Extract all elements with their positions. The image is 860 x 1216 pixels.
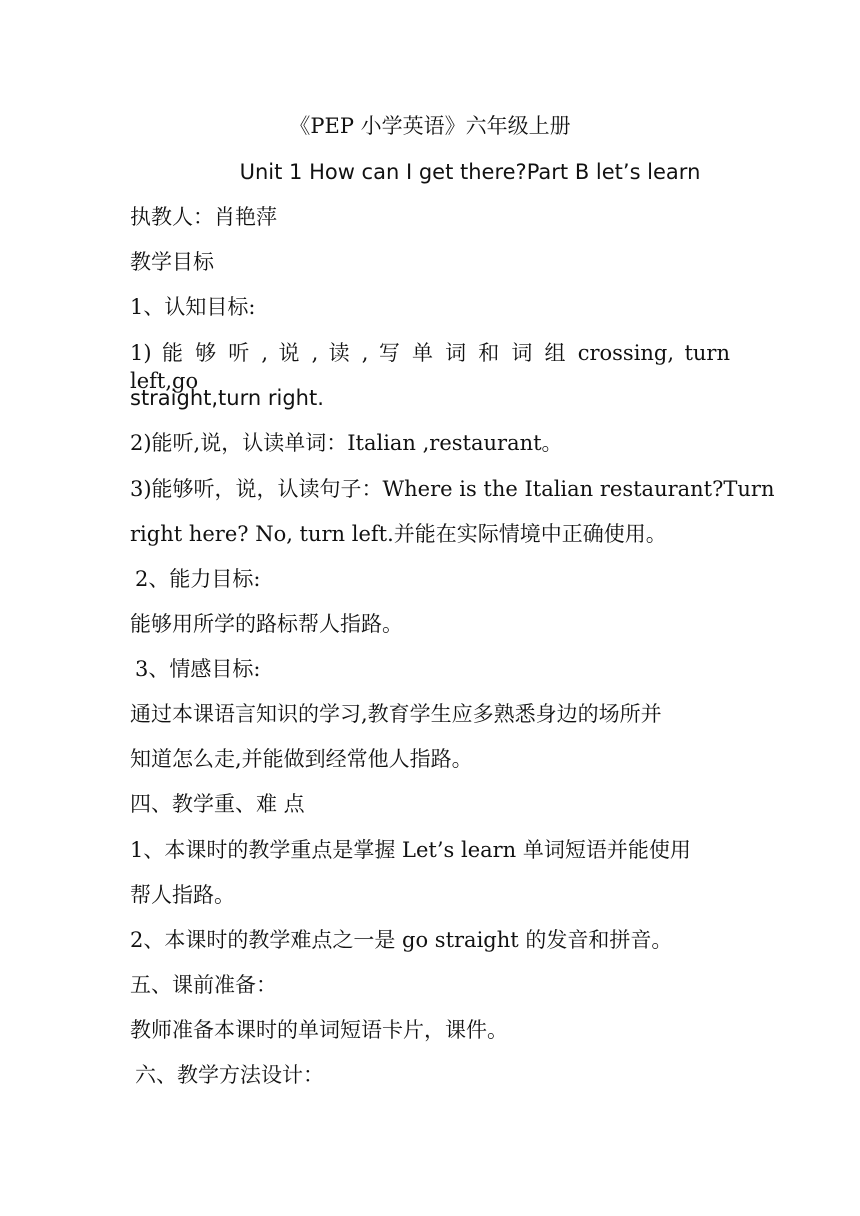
paragraph-line: straight,turn right. — [130, 386, 324, 410]
subheading-cognitive: 1、认知目标: — [130, 295, 256, 319]
section-heading-preparation: 五、课前准备： — [130, 973, 277, 997]
paragraph-line: 3)能够听，说，认读句子：Where is the Italian restaurant?Turn — [130, 477, 775, 501]
paragraph-line: 1) 能 够 听 , 说 , 读 , 写 单 词 和 词 组 crossing, turn left,go — [130, 341, 730, 393]
paragraph-line: 2、本课时的教学难点之一是 go straight 的发音和拼音。 — [130, 928, 673, 952]
paragraph-line: 通过本课语言知识的学习,教育学生应多熟悉身边的场所并 — [130, 702, 662, 726]
document-subtitle: Unit 1 How can I get there?Part B let’s learn — [239, 160, 701, 184]
paragraph-line: 1、本课时的教学重点是掌握 Let’s learn 单词短语并能使用 — [130, 838, 691, 862]
paragraph-line: 能够用所学的路标帮人指路。 — [130, 612, 403, 636]
section-heading-key-points: 四、教学重、难 点 — [130, 792, 305, 816]
subheading-ability: 2、能力目标: — [135, 567, 261, 591]
subheading-emotion: 3、情感目标: — [135, 657, 261, 681]
paragraph-line: 教师准备本课时的单词短语卡片，课件。 — [130, 1018, 508, 1042]
paragraph-line: 帮人指路。 — [130, 883, 235, 907]
paragraph-line: right here? No, turn left.并能在实际情境中正确使用。 — [130, 522, 667, 546]
section-heading-objectives: 教学目标 — [130, 250, 214, 274]
paragraph-line: 2)能听,说，认读单词：Italian ,restaurant。 — [130, 431, 563, 455]
teacher-line: 执教人：肖艳萍 — [130, 205, 277, 229]
paragraph-line: 知道怎么走,并能做到经常他人指路。 — [130, 747, 473, 771]
document-title: 《PEP 小学英语》六年级上册 — [289, 114, 571, 138]
section-heading-methods: 六、教学方法设计： — [135, 1063, 324, 1087]
